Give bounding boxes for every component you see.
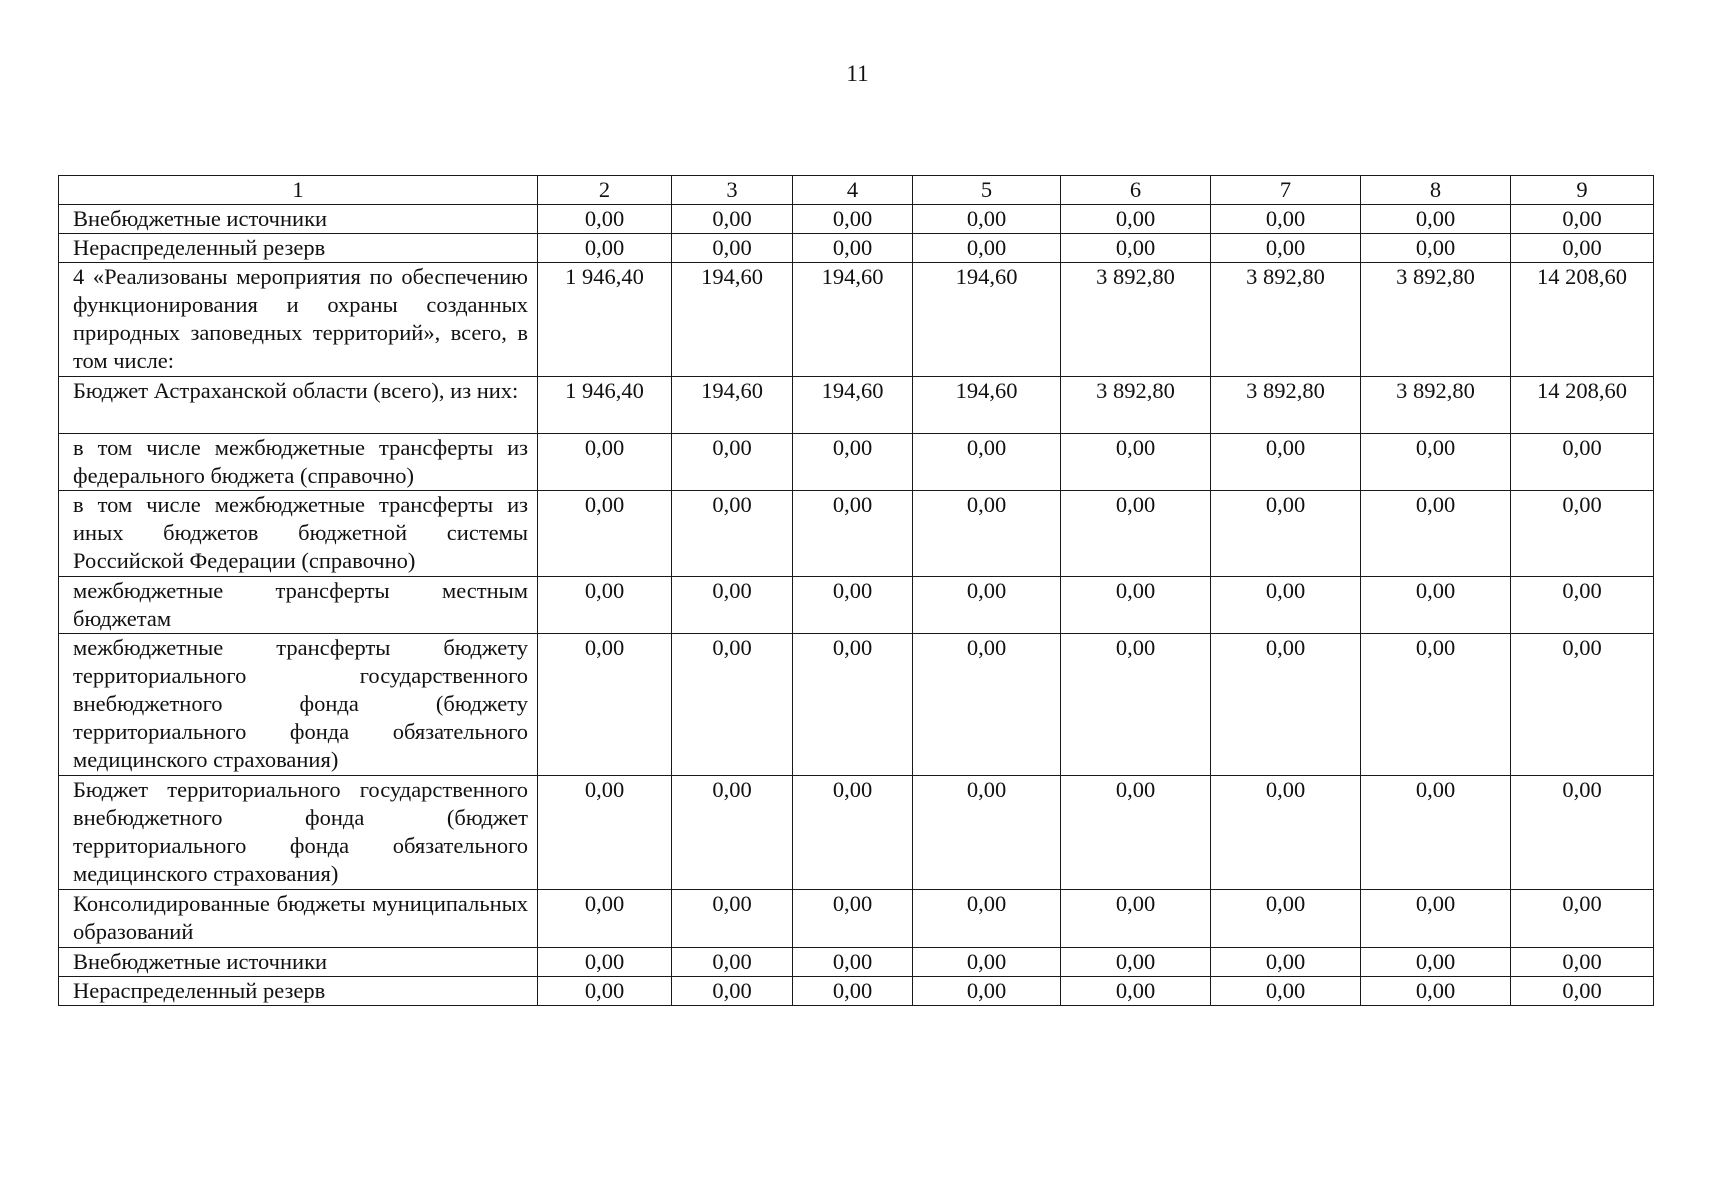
value-cell: 14 208,60 (1511, 377, 1654, 434)
value-cell: 0,00 (672, 491, 793, 577)
table-row (59, 776, 1654, 890)
table-row (59, 377, 1654, 434)
value-cell: 0,00 (538, 776, 672, 890)
table-row (59, 205, 1654, 234)
column-header: 6 (1061, 176, 1211, 205)
value-cell: 194,60 (672, 377, 793, 434)
value-cell: 0,00 (672, 434, 793, 491)
value-cell: 0,00 (1061, 434, 1211, 491)
value-cell: 0,00 (538, 491, 672, 577)
value-cell: 0,00 (793, 234, 913, 263)
column-header: 7 (1211, 176, 1361, 205)
value-cell: 0,00 (1211, 634, 1361, 776)
value-cell: 0,00 (793, 577, 913, 634)
table-row (59, 234, 1654, 263)
value-cell: 0,00 (1061, 234, 1211, 263)
value-cell: 3 892,80 (1061, 377, 1211, 434)
row-label: Бюджет Астраханской области (всего), из них: (59, 377, 538, 434)
value-cell: 1 946,40 (538, 263, 672, 377)
table-row (59, 577, 1654, 634)
value-cell: 0,00 (1061, 634, 1211, 776)
value-cell: 0,00 (1511, 890, 1654, 948)
value-cell: 0,00 (1511, 234, 1654, 263)
value-cell: 0,00 (913, 234, 1061, 263)
value-cell: 0,00 (672, 776, 793, 890)
value-cell: 0,00 (1361, 205, 1511, 234)
row-label: межбюджетные трансферты местным бюджетам (59, 577, 538, 634)
value-cell: 0,00 (1361, 434, 1511, 491)
value-cell: 0,00 (1511, 977, 1654, 1006)
value-cell: 0,00 (1511, 577, 1654, 634)
column-header: 4 (793, 176, 913, 205)
value-cell: 3 892,80 (1361, 377, 1511, 434)
value-cell: 0,00 (793, 776, 913, 890)
column-header: 1 (59, 176, 538, 205)
row-label: в том числе межбюджетные трансферты из иных бюджетов бюджетной системы Российской Федерации (справочно) (59, 491, 538, 577)
table-row (59, 263, 1654, 377)
value-cell: 0,00 (1061, 948, 1211, 977)
budget-table (58, 175, 1654, 1006)
table-row (59, 434, 1654, 491)
value-cell: 0,00 (672, 890, 793, 948)
value-cell: 0,00 (1211, 205, 1361, 234)
value-cell: 0,00 (1361, 948, 1511, 977)
value-cell: 194,60 (913, 377, 1061, 434)
row-label: Нераспределенный резерв (59, 234, 538, 263)
column-header: 3 (672, 176, 793, 205)
value-cell: 0,00 (672, 948, 793, 977)
row-label: межбюджетные трансферты бюджету территориального государственного внебюджетного фонда (бюджету территориального фонда обязательного медицинского страхования) (59, 634, 538, 776)
value-cell: 194,60 (913, 263, 1061, 377)
row-label: Консолидированные бюджеты муниципальных образований (59, 890, 538, 948)
value-cell: 3 892,80 (1361, 263, 1511, 377)
value-cell: 0,00 (1511, 634, 1654, 776)
value-cell: 0,00 (1361, 234, 1511, 263)
value-cell: 0,00 (672, 205, 793, 234)
column-header: 8 (1361, 176, 1511, 205)
value-cell: 0,00 (538, 234, 672, 263)
page-number: 11 (846, 61, 869, 86)
value-cell: 0,00 (1061, 776, 1211, 890)
value-cell: 0,00 (1361, 776, 1511, 890)
value-cell: 14 208,60 (1511, 263, 1654, 377)
value-cell: 0,00 (538, 948, 672, 977)
value-cell: 0,00 (1211, 977, 1361, 1006)
value-cell: 0,00 (793, 890, 913, 948)
table-row (59, 890, 1654, 948)
value-cell: 0,00 (538, 977, 672, 1006)
row-label: 4 «Реализованы мероприятия по обеспечению функционирования и охраны созданных природных заповедных территорий», всего, в том числе: (59, 263, 538, 377)
table-header-row (59, 176, 1654, 205)
value-cell: 0,00 (793, 205, 913, 234)
value-cell: 0,00 (1511, 776, 1654, 890)
value-cell: 0,00 (1361, 977, 1511, 1006)
value-cell: 0,00 (1061, 577, 1211, 634)
value-cell: 0,00 (1211, 577, 1361, 634)
value-cell: 194,60 (672, 263, 793, 377)
value-cell: 3 892,80 (1211, 377, 1361, 434)
row-label: в том числе межбюджетные трансферты из федерального бюджета (справочно) (59, 434, 538, 491)
value-cell: 0,00 (1511, 434, 1654, 491)
value-cell: 0,00 (538, 205, 672, 234)
column-header: 5 (913, 176, 1061, 205)
value-cell: 0,00 (1211, 491, 1361, 577)
value-cell: 3 892,80 (1211, 263, 1361, 377)
value-cell: 0,00 (913, 434, 1061, 491)
table-row (59, 977, 1654, 1006)
value-cell: 0,00 (913, 491, 1061, 577)
value-cell: 0,00 (1061, 491, 1211, 577)
value-cell: 0,00 (1061, 890, 1211, 948)
value-cell: 0,00 (538, 890, 672, 948)
value-cell: 0,00 (913, 890, 1061, 948)
table-row (59, 634, 1654, 776)
value-cell: 0,00 (672, 234, 793, 263)
value-cell: 0,00 (913, 977, 1061, 1006)
value-cell: 0,00 (538, 434, 672, 491)
value-cell: 0,00 (538, 634, 672, 776)
value-cell: 3 892,80 (1061, 263, 1211, 377)
column-header: 2 (538, 176, 672, 205)
value-cell: 0,00 (1211, 234, 1361, 263)
value-cell: 0,00 (1361, 634, 1511, 776)
value-cell: 0,00 (913, 776, 1061, 890)
value-cell: 0,00 (1361, 577, 1511, 634)
value-cell: 0,00 (913, 205, 1061, 234)
column-header: 9 (1511, 176, 1654, 205)
value-cell: 0,00 (672, 577, 793, 634)
value-cell: 194,60 (793, 263, 913, 377)
value-cell: 0,00 (913, 634, 1061, 776)
value-cell: 0,00 (913, 577, 1061, 634)
value-cell: 0,00 (793, 948, 913, 977)
value-cell: 0,00 (793, 491, 913, 577)
value-cell: 0,00 (793, 434, 913, 491)
value-cell: 0,00 (1511, 205, 1654, 234)
value-cell: 0,00 (1211, 890, 1361, 948)
row-label: Внебюджетные источники (59, 205, 538, 234)
row-label: Внебюджетные источники (59, 948, 538, 977)
value-cell: 0,00 (1361, 491, 1511, 577)
value-cell: 0,00 (913, 948, 1061, 977)
value-cell: 0,00 (1511, 948, 1654, 977)
row-label: Нераспределенный резерв (59, 977, 538, 1006)
value-cell: 0,00 (793, 977, 913, 1006)
value-cell: 0,00 (1211, 948, 1361, 977)
value-cell: 0,00 (538, 577, 672, 634)
value-cell: 0,00 (1211, 434, 1361, 491)
table-row (59, 948, 1654, 977)
row-label: Бюджет территориального государственного внебюджетного фонда (бюджет территориального фонда обязательного медицинского страхования) (59, 776, 538, 890)
value-cell: 0,00 (672, 634, 793, 776)
table-row (59, 491, 1654, 577)
value-cell: 0,00 (672, 977, 793, 1006)
value-cell: 0,00 (793, 634, 913, 776)
value-cell: 0,00 (1061, 205, 1211, 234)
value-cell: 0,00 (1211, 776, 1361, 890)
value-cell: 0,00 (1061, 977, 1211, 1006)
value-cell: 194,60 (793, 377, 913, 434)
value-cell: 0,00 (1361, 890, 1511, 948)
value-cell: 0,00 (1511, 491, 1654, 577)
value-cell: 1 946,40 (538, 377, 672, 434)
